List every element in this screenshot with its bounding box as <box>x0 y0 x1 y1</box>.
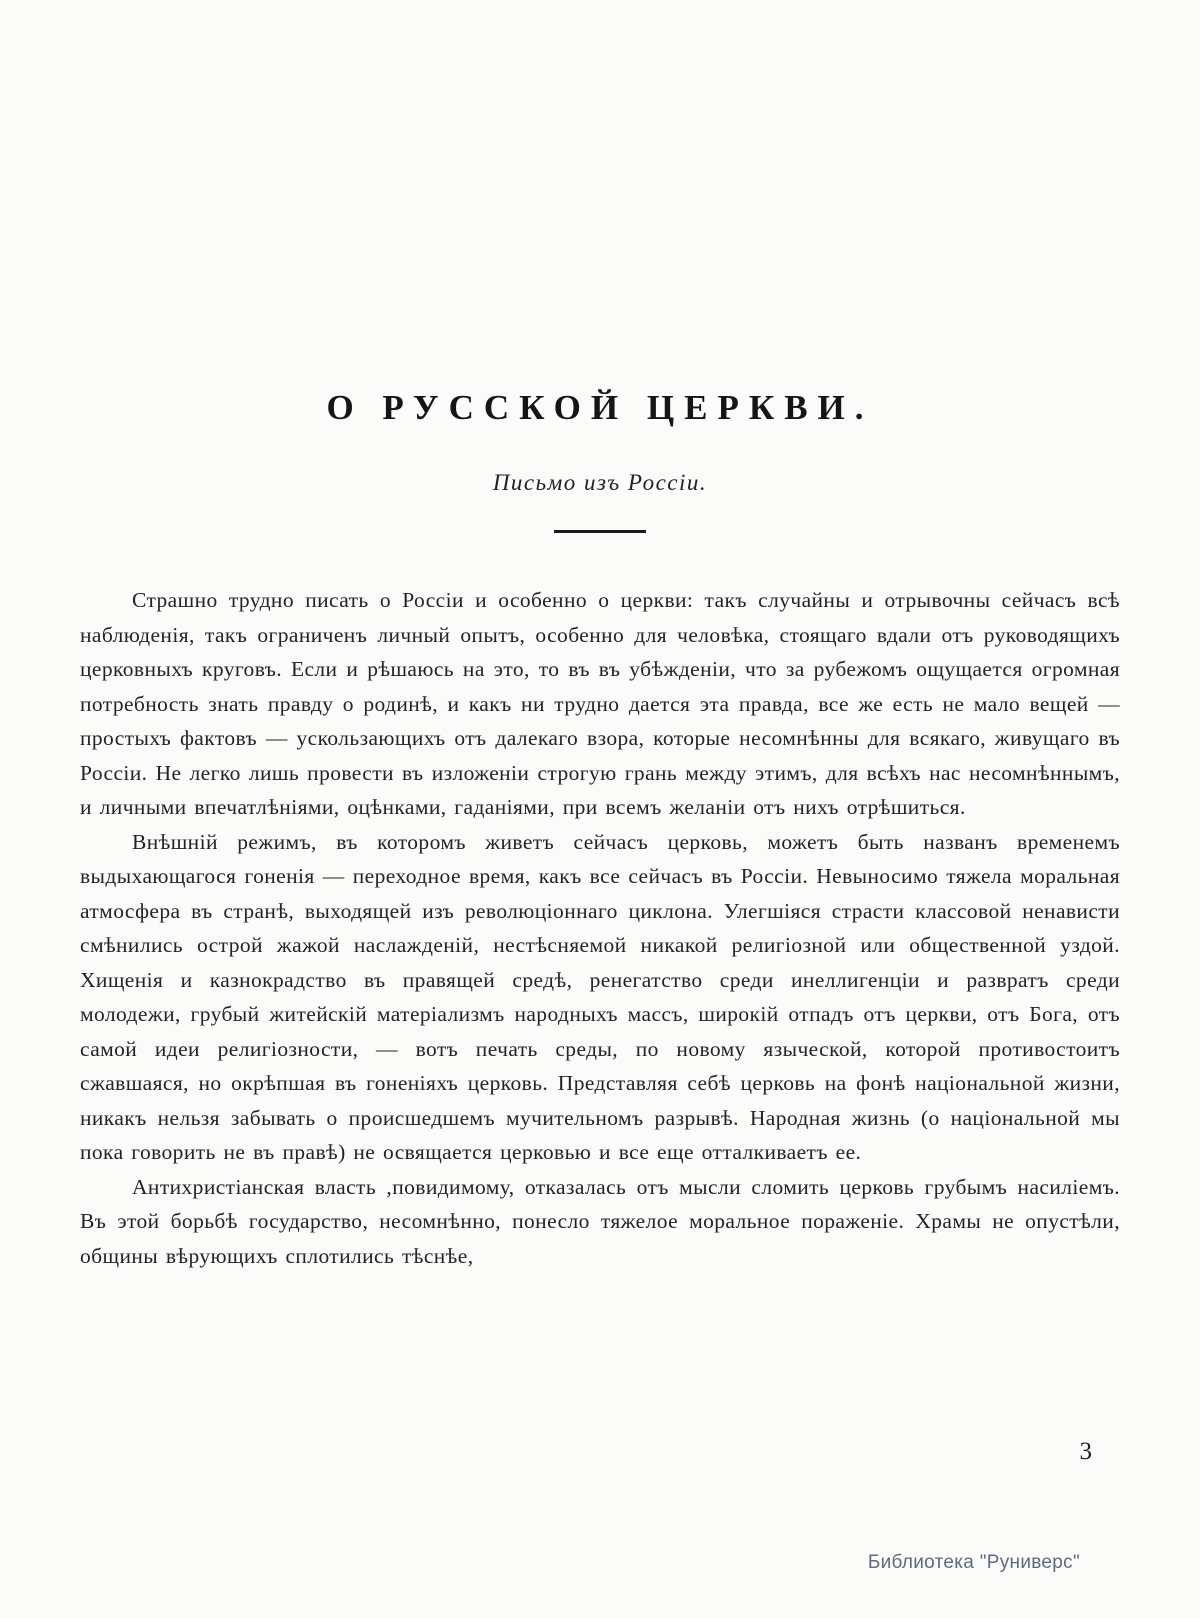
page-subtitle: Письмо изъ Россіи. <box>492 470 708 495</box>
paragraph-3: Антихристіанская власть ,повидимому, отказалась отъ мысли сломить церковь грубымъ насиліемъ. Въ этой борьбѣ государство, несомнѣнно, понесло тяжелое моральное пораженіе. Храмы не опустѣли, общины вѣрующихъ сплотились тѣснѣе, <box>80 1174 1120 1268</box>
page-content <box>80 0 1120 1273</box>
paragraph-2: Внѣшній режимъ, въ которомъ живетъ сейчасъ церковь, можетъ быть названъ временемъ выдыхающагося гоненія — переходное время, какъ все сейчасъ въ Россіи. Невыносимо тяжела моральная атмосфера въ странѣ, выходящей изъ революціоннаго циклона. Улегшіяся страсти классовой ненависти смѣнились острой жажой наслажденій, нестѣсняемой никакой религіозной или общественной уздой. Хищенія и казнокрадство въ правящей средѣ, ренегатство среди инеллигенціи и развратъ среди молодежи, грубый житейскій матеріализмъ народныхъ массъ, широкій отпадъ отъ церкви, отъ Бога, отъ самой идеи религіозности, — вотъ печать среды, по новому языческой, которой противостоитъ сжавшаяся, но окрѣпшая въ гоненіяхъ церковь. Представляя себѣ церковь на фонѣ національной жизни, никакъ нельзя забывать о происшедшемъ мучительномъ разрывѣ. Народная жизнь (о національной мы пока говорить не въ правѣ) не освящается церковью и все еще отталкиваетъ ее. <box>80 829 1120 1164</box>
paragraph-1: Страшно трудно писать о Россіи и особенно о церкви: такъ случайны и отрывочны сейчасъ всѣ наблюденія, такъ ограниченъ личный опытъ, особенно для человѣка, стоящаго вдали отъ руководящихъ церковныхъ круговъ. Если и рѣшаюсь на это, то въ въ убѣжденіи, что за рубежомъ ощущается огромная потребность знать правду о родинѣ, и какъ ни трудно дается эта правда, все же есть не мало вещей — простыхъ фактовъ — ускользающихъ отъ далекаго взора, которые несомнѣнны для всякаго, живущаго въ Россіи. Не легко лишь провести въ изложеніи строгую грань между этимъ, для всѣхъ нас несомнѣннымъ, и личными впечатлѣніями, оцѣнками, гаданіями, при всемъ желаніи отъ нихъ отрѣшиться. <box>80 588 1120 819</box>
library-watermark: Библиотека "Руниверс" <box>867 1552 1080 1573</box>
page-number: 3 <box>1079 1438 1092 1465</box>
page-title: О РУССКОЙ ЦЕРКВИ. <box>326 388 874 427</box>
title-divider <box>554 530 646 533</box>
body-text <box>80 583 1120 1273</box>
